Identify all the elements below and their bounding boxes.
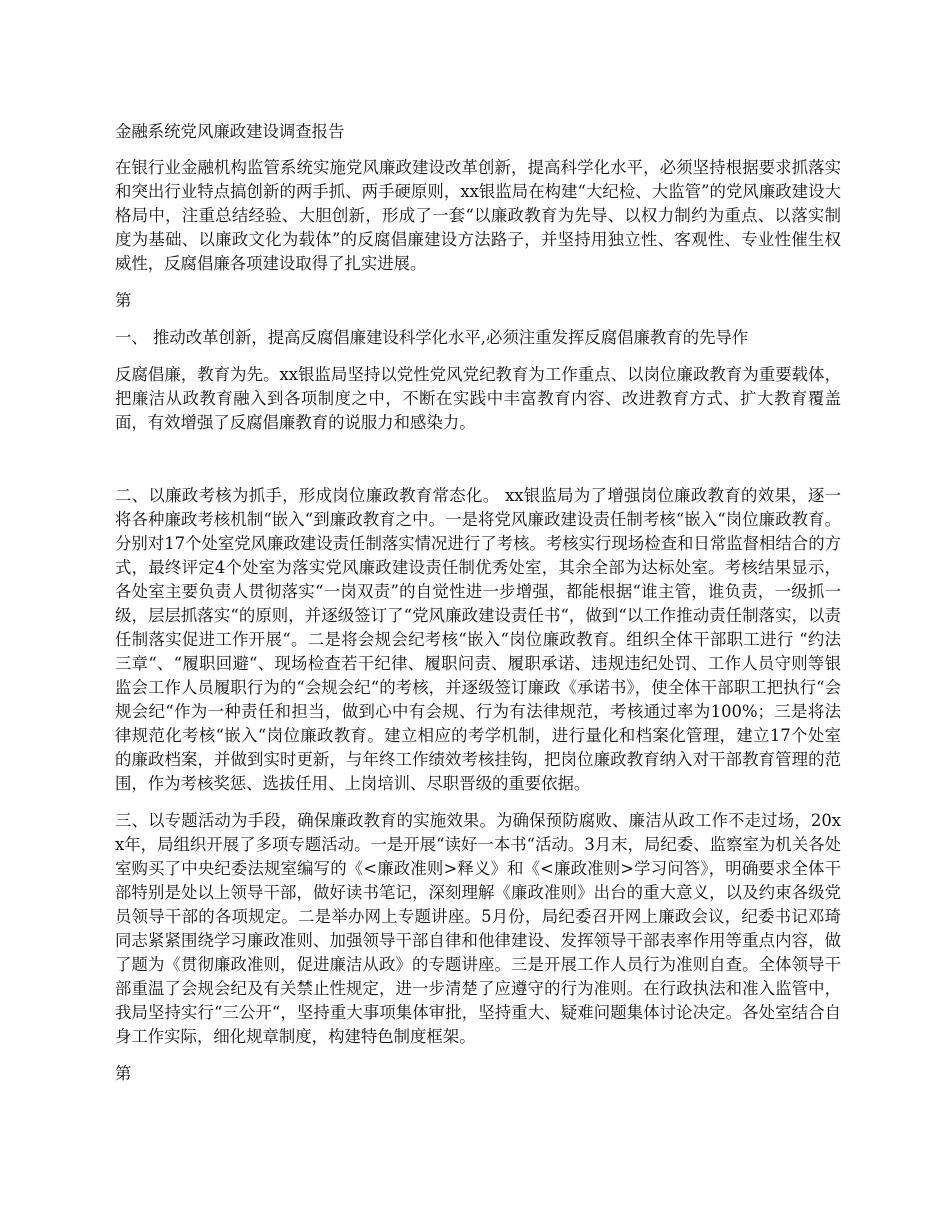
document-title: 金融系统党风廉政建设调查报告 (115, 122, 345, 141)
section-one-heading: 一、 推动改革创新，提高反腐倡廉建设科学化水平,必须注重发挥反腐倡廉教育的先导作 (115, 328, 749, 347)
section-three-paragraph: 三、以专题活动为手段，确保廉政教育的实施效果。为确保预防腐败、廉洁从政工作不走过场，20xx年，局组织开展了多项专题活动。一是开展“读好一本书“活动。3月末，局纪委、监察室为机关各处室购买了中央纪委法规室编写的《<廉政准则>释义》和《<廉政准则>学习问答》，明确要求全体干部特别是处以上领导干部，做好读书笔记，深刻理解《廉政准则》出台的重大意义，以及约束各级党员领导干部的各项规定。二是举办网上专题讲座。5月份，局纪委召开网上廉政会议，纪委书记邓琦同志紧紧围绕学习廉政准则、加强领导干部自律和他律建设、发挥领导干部表率作用等重点内容，做了题为《贯彻廉政准则，促进廉洁从政》的专题讲座。三是开展工作人员行为准则自查。全体领导干部重温了会规会纪及有关禁止性规定，进一步清楚了应遵守的行为准则。在行政执法和准入监管中，我局坚持实行“三公开“，坚持重大事项集体审批，坚持重大、疑难问题集体讨论决定。各处室结合自身工作实际，细化规章制度，构建特色制度框架。 (115, 811, 841, 1046)
section-marker-end: 第 (115, 1064, 132, 1083)
section-marker: 第 (115, 291, 132, 310)
document-page (115, 120, 841, 1099)
intro-paragraph: 在银行业金融机构监管系统实施党风廉政建设改革创新，提高科学化水平，必须坚持根据要求抓落实和突出行业特点搞创新的两手抓、两手硬原则，xx银监局在构建“大纪检、大监管”的党风廉政建设大格局中，注重总结经验、大胆创新，形成了一套“以廉政教育为先导、以权力制约为重点、以落实制度为基础、以廉政文化为载体”的反腐倡廉建设方法路子，并坚持用独立性、客观性、专业性催生权威性，反腐倡廉各项建设取得了扎实进展。 (115, 158, 841, 273)
section-two-paragraph: 二、以廉政考核为抓手，形成岗位廉政教育常态化。 xx银监局为了增强岗位廉政教育的效果，逐一将各种廉政考核机制“嵌入“到廉政教育之中。一是将党风廉政建设责任制考核“嵌入“岗位廉政教育。分别对17个处室党风廉政建设责任制落实情况进行了考核。考核实行现场检查和日常监督相结合的方式，最终评定4个处室为落实党风廉政建设责任制优秀处室，其余全部为达标处室。考核结果显示，各处室主要负责人贯彻落实“一岗双责”的自觉性进一步增强，都能根据“谁主管，谁负责，一级抓一级，层层抓落实“的原则，并逐级签订了“党风廉政建设责任书“，做到“以工作推动责任制落实，以责任制落实促进工作开展“。二是将会规会纪考核“嵌入“岗位廉政教育。组织全体干部职工进行 “约法三章“、“履职回避“、现场检查若干纪律、履职问责、履职承诺、违规违纪处罚、工作人员守则等银监会工作人员履职行为的“会规会纪“的考核，并逐级签订廉政《承诺书》，使全体干部职工把执行“会规会纪“作为一种责任和担当，做到心中有会规、行为有法律规范，考核通过率为100%；三是将法律规范化考核“嵌入“岗位廉政教育。建立相应的考学机制，进行量化和档案化管理，建立17个处室的廉政档案，并做到实时更新，与年终工作绩效考核挂钩，把岗位廉政教育纳入对干部教育管理的范围，作为考核奖惩、选拔任用、上岗培训、尽职晋级的重要依据。 (115, 486, 841, 793)
section-one-paragraph: 反腐倡廉，教育为先。xx银监局坚持以党性党风党纪教育为工作重点、以岗位廉政教育为重要载体，把廉洁从政教育融入到各项制度之中，不断在实践中丰富教育内容、改进教育方式、扩大教育覆盖面，有效增强了反腐倡廉教育的说服力和感染力。 (115, 365, 841, 432)
blank-spacer (115, 448, 841, 484)
